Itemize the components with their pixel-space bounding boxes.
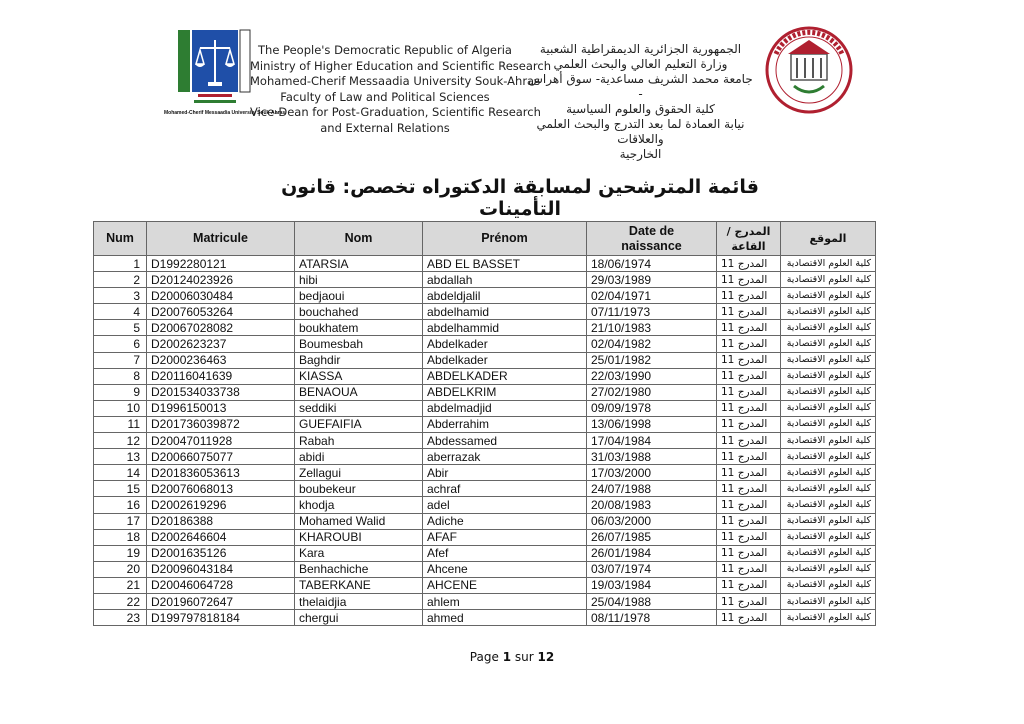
header-en-line: Vice-Dean for Post-Graduation, Scientific Research (250, 105, 541, 119)
cell-prenom: AHCENE (423, 577, 587, 593)
table-row (94, 433, 876, 449)
logo-left-caption: Mohamed-Cherif Messaadia University Souk-Ahras (164, 110, 286, 116)
cell-nom: ATARSIA (295, 256, 423, 272)
table-header-row (94, 222, 876, 256)
cell-room: المدرج 11 (717, 545, 781, 561)
cell-matricule: D201534033738 (147, 384, 295, 400)
cell-site: كلية العلوم الاقتصادية (781, 352, 876, 368)
cell-site: كلية العلوم الاقتصادية (781, 449, 876, 465)
cell-num: 10 (94, 400, 147, 416)
cell-num: 18 (94, 529, 147, 545)
cell-site: كلية العلوم الاقتصادية (781, 465, 876, 481)
cell-dob: 31/03/1988 (587, 449, 717, 465)
cell-nom: chergui (295, 610, 423, 626)
table-row (94, 272, 876, 288)
table-row (94, 593, 876, 609)
cell-num: 5 (94, 320, 147, 336)
cell-prenom: Abderrahim (423, 416, 587, 432)
cell-matricule: D2002619296 (147, 497, 295, 513)
cell-nom: BENAOUA (295, 384, 423, 400)
cell-site: كلية العلوم الاقتصادية (781, 304, 876, 320)
cell-nom: Rabah (295, 433, 423, 449)
table-row (94, 368, 876, 384)
cell-prenom: abdelhammid (423, 320, 587, 336)
cell-site: كلية العلوم الاقتصادية (781, 610, 876, 626)
cell-prenom: ABDELKRIM (423, 384, 587, 400)
header-english (250, 43, 551, 136)
cell-dob: 27/02/1980 (587, 384, 717, 400)
cell-num: 22 (94, 593, 147, 609)
cell-prenom: ahlem (423, 593, 587, 609)
table-row (94, 336, 876, 352)
cell-dob: 07/11/1973 (587, 304, 717, 320)
cell-prenom: Abdelkader (423, 336, 587, 352)
cell-dob: 20/08/1983 (587, 497, 717, 513)
cell-room: المدرج 11 (717, 513, 781, 529)
cell-nom: bouchahed (295, 304, 423, 320)
cell-room: المدرج 11 (717, 368, 781, 384)
cell-prenom: abdeldjalil (423, 288, 587, 304)
faculty-logo-right (764, 24, 854, 116)
cell-prenom: abdallah (423, 272, 587, 288)
cell-num: 20 (94, 561, 147, 577)
cell-matricule: D1992280121 (147, 256, 295, 272)
cell-num: 12 (94, 433, 147, 449)
candidates-table (93, 221, 876, 626)
cell-dob: 22/03/1990 (587, 368, 717, 384)
header-ar-line: الجمهورية الجزائرية الديمقراطية الشعبية (539, 42, 742, 56)
cell-room: المدرج 11 (717, 433, 781, 449)
cell-room: المدرج 11 (717, 561, 781, 577)
cell-room: المدرج 11 (717, 304, 781, 320)
cell-room: المدرج 11 (717, 497, 781, 513)
header-ar-line: جامعة محمد الشريف مساعدية- سوق أهراس - (528, 72, 753, 101)
cell-nom: boukhatem (295, 320, 423, 336)
cell-matricule: D2002646604 (147, 529, 295, 545)
cell-nom: hibi (295, 272, 423, 288)
col-header-nom: Nom (295, 222, 423, 256)
cell-site: كلية العلوم الاقتصادية (781, 368, 876, 384)
table-row (94, 288, 876, 304)
footer-page-total: 12 (537, 650, 555, 664)
cell-nom: Zellagui (295, 465, 423, 481)
cell-prenom: Ahcene (423, 561, 587, 577)
header-en-line: and External Relations (320, 120, 450, 135)
footer-page-label: Page (469, 650, 499, 664)
cell-num: 6 (94, 336, 147, 352)
cell-room: المدرج 11 (717, 272, 781, 288)
cell-dob: 26/07/1985 (587, 529, 717, 545)
logo-right-band (240, 30, 250, 92)
cell-room: المدرج 11 (717, 529, 781, 545)
table-row (94, 256, 876, 272)
cell-num: 23 (94, 610, 147, 626)
cell-matricule: D201736039872 (147, 416, 295, 432)
col-header-room (717, 222, 781, 256)
cell-matricule: D1996150013 (147, 400, 295, 416)
table-row (94, 465, 876, 481)
cell-prenom: abdelhamid (423, 304, 587, 320)
cell-site: كلية العلوم الاقتصادية (781, 336, 876, 352)
cell-prenom: Abir (423, 465, 587, 481)
cell-num: 17 (94, 513, 147, 529)
cell-room: المدرج 11 (717, 465, 781, 481)
cell-room: المدرج 11 (717, 336, 781, 352)
cell-nom: TABERKANE (295, 577, 423, 593)
cell-site: كلية العلوم الاقتصادية (781, 416, 876, 432)
cell-num: 21 (94, 577, 147, 593)
cell-nom: seddiki (295, 400, 423, 416)
cell-matricule: D20116041639 (147, 368, 295, 384)
cell-prenom: AFAF (423, 529, 587, 545)
cell-site: كلية العلوم الاقتصادية (781, 497, 876, 513)
header-ar-line: كلية الحقوق والعلوم السياسية (566, 102, 715, 116)
university-logo-left (164, 26, 286, 122)
cell-site: كلية العلوم الاقتصادية (781, 384, 876, 400)
table-row (94, 481, 876, 497)
cell-num: 9 (94, 384, 147, 400)
cell-matricule: D20067028082 (147, 320, 295, 336)
cell-dob: 17/03/2000 (587, 465, 717, 481)
cell-matricule: D20196072647 (147, 593, 295, 609)
cell-site: كلية العلوم الاقتصادية (781, 545, 876, 561)
table-row (94, 384, 876, 400)
cell-dob: 25/01/1982 (587, 352, 717, 368)
cell-prenom: ahmed (423, 610, 587, 626)
cell-matricule: D2002623237 (147, 336, 295, 352)
cell-num: 7 (94, 352, 147, 368)
cell-nom: bedjaoui (295, 288, 423, 304)
cell-site: كلية العلوم الاقتصادية (781, 481, 876, 497)
cell-dob: 03/07/1974 (587, 561, 717, 577)
cell-matricule: D20006030484 (147, 288, 295, 304)
cell-prenom: abdelmadjid (423, 400, 587, 416)
table-row (94, 352, 876, 368)
cell-room: المدرج 11 (717, 481, 781, 497)
header-ar-line: نيابة العمادة لما بعد التدرج والبحث العلمي والعلاقات (536, 117, 745, 146)
header-en-line: Mohamed-Cherif Messaadia University Souk-Ahras (250, 74, 541, 88)
table-row (94, 304, 876, 320)
header-ar-line: وزارة التعليم العالي والبحث العلمي (553, 57, 728, 71)
cell-dob: 08/11/1978 (587, 610, 717, 626)
cell-prenom: ABDELKADER (423, 368, 587, 384)
cell-prenom: adel (423, 497, 587, 513)
header-en-line: Ministry of Higher Education and Scientific Research (250, 58, 551, 73)
footer-page-current: 1 (502, 650, 512, 664)
cell-site: كلية العلوم الاقتصادية (781, 577, 876, 593)
table-row (94, 529, 876, 545)
cell-room: المدرج 11 (717, 416, 781, 432)
cell-num: 4 (94, 304, 147, 320)
cell-site: كلية العلوم الاقتصادية (781, 529, 876, 545)
cell-site: كلية العلوم الاقتصادية (781, 561, 876, 577)
cell-prenom: Abdelkader (423, 352, 587, 368)
table-row (94, 545, 876, 561)
logo-left-band (178, 30, 190, 92)
table-body (94, 256, 876, 626)
col-header-room-line2: القاعة (731, 239, 766, 253)
cell-num: 1 (94, 256, 147, 272)
cell-dob: 02/04/1982 (587, 336, 717, 352)
cell-room: المدرج 11 (717, 593, 781, 609)
page-footer (0, 650, 1024, 664)
cell-nom: boubekeur (295, 481, 423, 497)
cell-dob: 09/09/1978 (587, 400, 717, 416)
cell-num: 3 (94, 288, 147, 304)
cell-matricule: D20076053264 (147, 304, 295, 320)
cell-nom: Kara (295, 545, 423, 561)
cell-site: كلية العلوم الاقتصادية (781, 400, 876, 416)
cell-dob: 21/10/1983 (587, 320, 717, 336)
cell-prenom: Abdessamed (423, 433, 587, 449)
footer-page-sep: sur (514, 650, 534, 664)
cell-dob: 02/04/1971 (587, 288, 717, 304)
cell-nom: khodja (295, 497, 423, 513)
cell-nom: Mohamed Walid (295, 513, 423, 529)
cell-num: 11 (94, 416, 147, 432)
cell-room: المدرج 11 (717, 320, 781, 336)
col-header-num: Num (94, 222, 147, 256)
col-header-dob (587, 222, 717, 256)
cell-dob: 18/06/1974 (587, 256, 717, 272)
cell-num: 14 (94, 465, 147, 481)
cell-nom: KHAROUBI (295, 529, 423, 545)
table-row (94, 416, 876, 432)
header-en-line: Faculty of Law and Political Sciences (280, 89, 490, 104)
cell-dob: 25/04/1988 (587, 593, 717, 609)
col-header-matricule: Matricule (147, 222, 295, 256)
cell-dob: 13/06/1998 (587, 416, 717, 432)
col-header-dob-line2: naissance (621, 238, 682, 253)
cell-prenom: ABD EL BASSET (423, 256, 587, 272)
cell-dob: 06/03/2000 (587, 513, 717, 529)
cell-site: كلية العلوم الاقتصادية (781, 320, 876, 336)
col-header-site: الموقع (781, 222, 876, 256)
cell-matricule: D20124023926 (147, 272, 295, 288)
col-header-prenom: Prénom (423, 222, 587, 256)
table-row (94, 577, 876, 593)
header-en-line: The People's Democratic Republic of Algeria (258, 43, 512, 57)
cell-num: 2 (94, 272, 147, 288)
cell-room: المدرج 11 (717, 610, 781, 626)
cell-matricule: D20066075077 (147, 449, 295, 465)
cell-nom: KIASSA (295, 368, 423, 384)
table-row (94, 561, 876, 577)
cell-site: كلية العلوم الاقتصادية (781, 288, 876, 304)
cell-nom: Baghdir (295, 352, 423, 368)
cell-num: 19 (94, 545, 147, 561)
cell-num: 13 (94, 449, 147, 465)
cell-site: كلية العلوم الاقتصادية (781, 593, 876, 609)
table-row (94, 400, 876, 416)
header-ar-line: الخارجية (619, 147, 662, 161)
cell-dob: 19/03/1984 (587, 577, 717, 593)
cell-nom: GUEFAIFIA (295, 416, 423, 432)
cell-matricule: D20096043184 (147, 561, 295, 577)
cell-num: 8 (94, 368, 147, 384)
table-row (94, 449, 876, 465)
cell-room: المدرج 11 (717, 288, 781, 304)
cell-matricule: D2000236463 (147, 352, 295, 368)
cell-matricule: D199797818184 (147, 610, 295, 626)
cell-site: كلية العلوم الاقتصادية (781, 433, 876, 449)
cell-site: كلية العلوم الاقتصادية (781, 513, 876, 529)
cell-num: 15 (94, 481, 147, 497)
cell-matricule: D20046064728 (147, 577, 295, 593)
cell-matricule: D20076068013 (147, 481, 295, 497)
table-row (94, 513, 876, 529)
cell-room: المدرج 11 (717, 384, 781, 400)
cell-dob: 24/07/1988 (587, 481, 717, 497)
cell-matricule: D201836053613 (147, 465, 295, 481)
cell-room: المدرج 11 (717, 352, 781, 368)
cell-matricule: D20186388 (147, 513, 295, 529)
cell-nom: thelaidjia (295, 593, 423, 609)
table-row (94, 610, 876, 626)
table-row (94, 320, 876, 336)
document-title: قائمة المترشحين لمسابقة الدكتوراه تخصص: قانون التأمينات (281, 176, 759, 220)
cell-room: المدرج 11 (717, 400, 781, 416)
cell-prenom: achraf (423, 481, 587, 497)
cell-room: المدرج 11 (717, 256, 781, 272)
cell-num: 16 (94, 497, 147, 513)
col-header-dob-line1: Date de (628, 223, 675, 238)
cell-site: كلية العلوم الاقتصادية (781, 256, 876, 272)
cell-nom: Boumesbah (295, 336, 423, 352)
cell-room: المدرج 11 (717, 449, 781, 465)
cell-prenom: aberrazak (423, 449, 587, 465)
cell-site: كلية العلوم الاقتصادية (781, 272, 876, 288)
cell-dob: 29/03/1989 (587, 272, 717, 288)
cell-dob: 26/01/1984 (587, 545, 717, 561)
header-arabic (528, 42, 753, 162)
cell-prenom: Afef (423, 545, 587, 561)
cell-prenom: Adiche (423, 513, 587, 529)
table-row (94, 497, 876, 513)
col-header-room-line1: المدرج / (726, 224, 771, 238)
cell-room: المدرج 11 (717, 577, 781, 593)
cell-nom: Benhachiche (295, 561, 423, 577)
cell-nom: abidi (295, 449, 423, 465)
cell-matricule: D2001635126 (147, 545, 295, 561)
cell-dob: 17/04/1984 (587, 433, 717, 449)
cell-matricule: D20047011928 (147, 433, 295, 449)
